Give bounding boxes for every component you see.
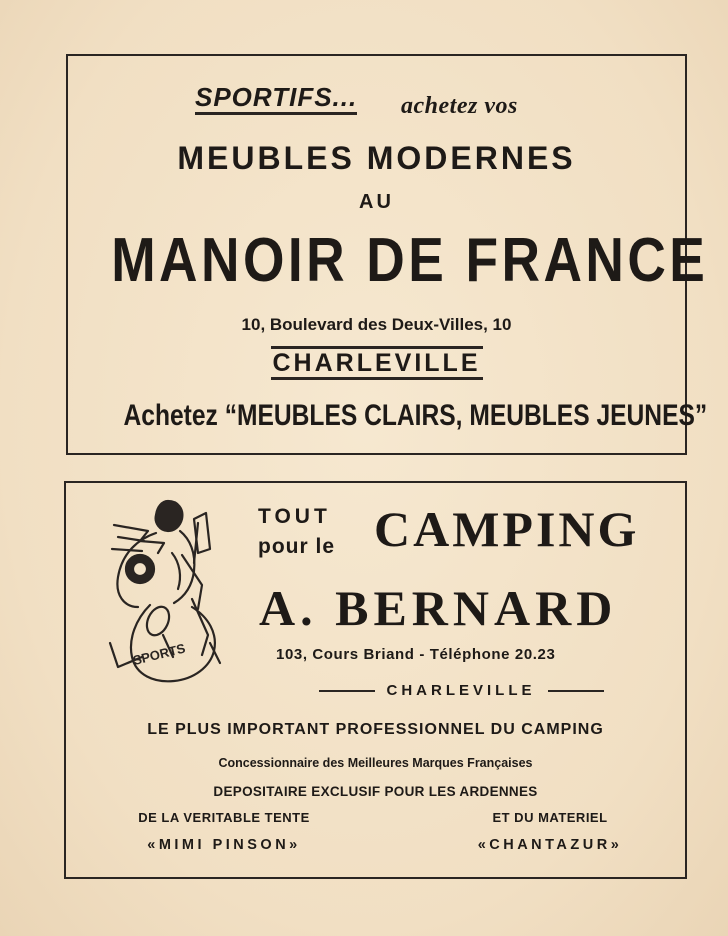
tout-label: TOUT bbox=[258, 505, 331, 528]
sports-figure-icon bbox=[98, 493, 238, 693]
material-intro: ET DU MATERIEL bbox=[492, 810, 608, 825]
store-name: MANOIR DE FRANCE bbox=[111, 226, 709, 295]
sportifs-heading: SPORTIFS... bbox=[195, 82, 357, 115]
store-address: 10, Boulevard des Deux-Villes, 10 bbox=[241, 315, 512, 334]
sports-label: SPORTS bbox=[131, 640, 187, 669]
camping-advertisement bbox=[64, 481, 687, 879]
pour-le-label: pour le bbox=[258, 535, 336, 558]
store-city bbox=[68, 348, 685, 378]
store-city-text: CHARLEVILLE bbox=[271, 346, 483, 380]
material-brand: «CHANTAZUR» bbox=[477, 837, 623, 853]
city-rule-right bbox=[548, 690, 604, 692]
achetez-vos-script: achetez vos bbox=[401, 93, 518, 119]
tent-brand: «MIMI PINSON» bbox=[147, 837, 301, 853]
merchant-city-text: CHARLEVILLE bbox=[386, 682, 536, 699]
camping-heading: CAMPING bbox=[374, 501, 640, 557]
merchant-city bbox=[274, 681, 648, 701]
furniture-advertisement bbox=[66, 54, 709, 455]
au-connector: AU bbox=[359, 191, 394, 213]
camping-tagline: LE PLUS IMPORTANT PROFESSIONNEL DU CAMPING bbox=[147, 721, 604, 738]
store-slogan: Achetez “MEUBLES CLAIRS, MEUBLES JEUNES” bbox=[123, 399, 708, 432]
tent-brand-column bbox=[118, 809, 330, 855]
material-brand-column bbox=[442, 809, 658, 855]
merchant-address: 103, Cours Briand - Téléphone 20.23 bbox=[276, 646, 556, 663]
depositaire-line: DEPOSITAIRE EXCLUSIF POUR LES ARDENNES bbox=[213, 784, 538, 799]
merchant-name: A. BERNARD bbox=[259, 580, 618, 636]
meubles-modernes-heading: MEUBLES MODERNES bbox=[177, 140, 576, 176]
city-rule-left bbox=[319, 690, 375, 692]
tent-intro: DE LA VERITABLE TENTE bbox=[138, 810, 310, 825]
concession-line: Concessionnaire des Meilleures Marques Françaises bbox=[218, 756, 533, 770]
